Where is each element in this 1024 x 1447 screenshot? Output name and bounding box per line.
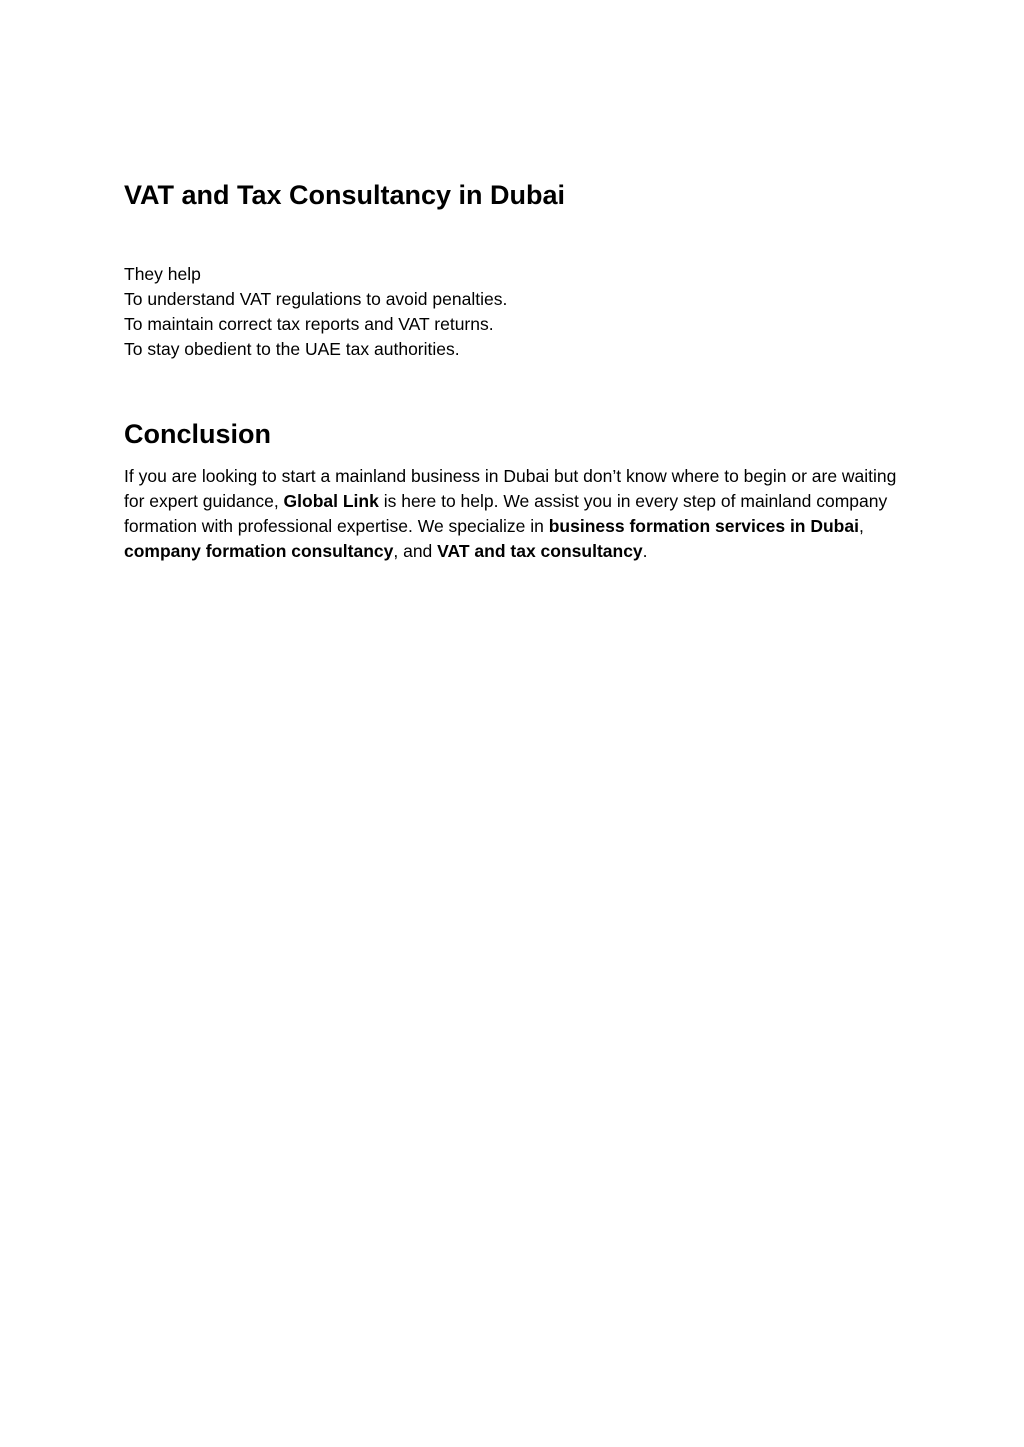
service-vat-tax: VAT and tax consultancy	[437, 541, 643, 561]
service-company-formation: company formation consultancy	[124, 541, 394, 561]
section-heading-conclusion: Conclusion	[124, 419, 271, 449]
vat-help-list	[124, 262, 507, 362]
list-intro: They help	[124, 264, 201, 284]
paragraph-text: is here to help. We assist you in every step of mainland company formation with professional expertise. We specialize in	[124, 491, 888, 536]
list-item: To understand VAT regulations to avoid penalties.	[124, 289, 508, 309]
conclusion-paragraph	[124, 464, 899, 564]
list-item: To maintain correct tax reports and VAT returns.	[124, 314, 494, 334]
paragraph-text: .	[642, 541, 648, 561]
paragraph-text: , and	[393, 541, 438, 561]
section-heading-vat-tax: VAT and Tax Consultancy in Dubai	[124, 180, 566, 210]
paragraph-text: If you are looking to start a mainland business in Dubai but don’t know where to begin or are waiting for expert guidance,	[124, 466, 897, 511]
company-name-global-link: Global Link	[283, 491, 379, 511]
list-item: To stay obedient to the UAE tax authorities.	[124, 339, 460, 359]
service-business-formation: business formation services in Dubai	[548, 516, 859, 536]
paragraph-text: ,	[858, 516, 864, 536]
